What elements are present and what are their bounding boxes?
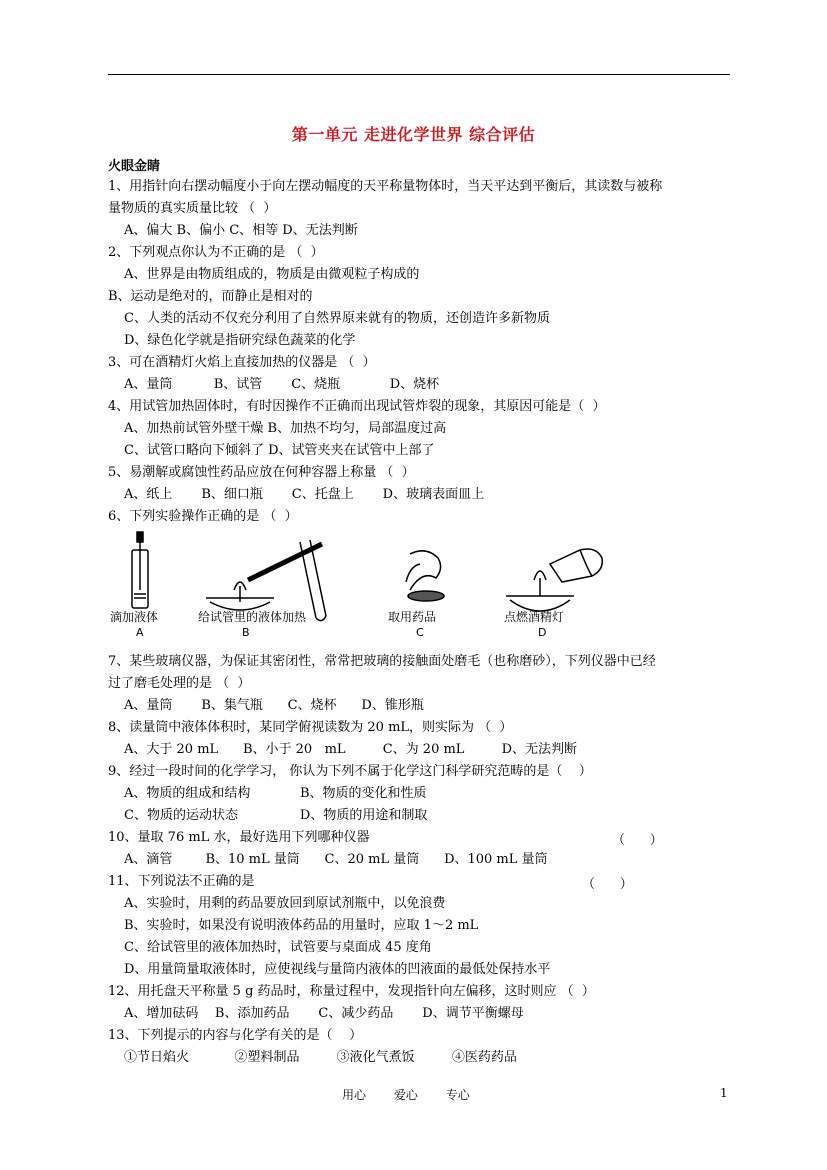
q1-line1: 1、用指针向右摆动幅度小于向左摆动幅度的天平称量物体时，当天平达到平衡后，其读数与被称 — [108, 179, 663, 194]
q10-options: A、滴管 B、10 mL 量筒 C、20 mL 量筒 D、100 mL 量筒 — [124, 852, 548, 867]
taking-chemicals-drawing — [406, 551, 444, 601]
q10-answer-paren: （ ） — [612, 833, 663, 848]
q11-option-a: A、实验时，用剩的药品要放回到原试剂瓶中，以免浪费 — [124, 896, 446, 911]
q11-answer-paren: （ ） — [582, 877, 633, 892]
label-b: B — [242, 626, 250, 639]
q5-options: A、纸上 B、细口瓶 C、托盘上 D、玻璃表面皿上 — [124, 487, 485, 502]
q9-options-cd: C、物质的运动状态 D、物质的用途和制取 — [124, 808, 428, 823]
footer-word-2: 爱心 — [393, 1088, 418, 1102]
q6-stem: 6、下列实验操作正确的是 （ ） — [108, 509, 298, 524]
caption-c: 取用药品 — [388, 610, 437, 624]
page-title: 第一单元 走进化学世界 综合评估 — [291, 125, 536, 144]
q4-stem: 4、用试管加热固体时，有时因操作不正确而出现试管炸裂的现象，其原因可能是（ ） — [108, 399, 606, 414]
q13-options: ①节日焰火 ②塑料制品 ③液化气煮饭 ④医药药品 — [124, 1050, 517, 1065]
q13-stem: 13、下列提示的内容与化学有关的是（ ） — [108, 1028, 363, 1043]
q11-stem: 11、下列说法不正确的是 — [108, 874, 255, 889]
section-heading: 火眼金睛 — [108, 159, 161, 174]
q12-stem: 12、用托盘天平称量 5 g 药品时，称量过程中，发现指针向左偏移，这时则应 （ ） — [108, 984, 595, 999]
lab-operations-illustration — [110, 530, 630, 642]
caption-d: 点燃酒精灯 — [504, 610, 565, 624]
q2-option-a: A、世界是由物质组成的，物质是由微观粒子构成的 — [124, 267, 420, 282]
caption-b: 给试管里的液体加热 — [198, 610, 307, 624]
q4-options-ab: A、加热前试管外壁干燥 B、加热不均匀，局部温度过高 — [124, 421, 447, 436]
footer-motto — [342, 1086, 494, 1103]
q4-options-cd: C、试管口略向下倾斜了 D、试管夹夹在试管中上部了 — [124, 443, 435, 458]
lighting-alcohol-lamp-drawing — [506, 549, 602, 611]
q1-options: A、偏大 B、偏小 C、相等 D、无法判断 — [124, 223, 358, 238]
q11-option-d: D、用量筒量取液体时，应使视线与量筒内液体的凹液面的最低处保持水平 — [124, 962, 551, 977]
q3-stem: 3、可在酒精灯火焰上直接加热的仪器是 （ ） — [108, 355, 376, 370]
q7-line2: 过了磨毛处理的是 （ ） — [108, 676, 251, 691]
q12-options: A、增加砝码 B、添加药品 C、减少药品 D、调节平衡螺母 — [124, 1006, 524, 1021]
q5-stem: 5、易潮解或腐蚀性药品应放在何种容器上称量 （ ） — [108, 465, 415, 480]
q2-option-c: C、人类的活动不仅充分利用了自然界原来就有的物质，还创造许多新物质 — [124, 311, 550, 326]
q8-stem: 8、读量筒中液体体积时，某同学俯视读数为 20 mL，则实际为 （ ） — [108, 720, 513, 735]
q3-options: A、量筒 B、试管 C、烧瓶 D、烧杯 — [124, 377, 440, 392]
dropper-into-tube-drawing — [132, 532, 148, 608]
q11-option-b: B、实验时，如果没有说明液体药品的用量时，应取 1～2 mL — [124, 918, 479, 933]
footer-word-1: 用心 — [342, 1088, 367, 1102]
q9-options-ab: A、物质的组成和结构 B、物质的变化和性质 — [124, 786, 427, 801]
q2-option-b: B、运动是绝对的，而静止是相对的 — [108, 289, 313, 304]
q1-line2: 量物质的真实质量比较 （ ） — [108, 201, 277, 216]
caption-a: 滴加液体 — [110, 610, 159, 624]
label-d: D — [538, 626, 547, 639]
q6-figure — [110, 530, 630, 642]
label-c: C — [416, 626, 424, 639]
q9-stem: 9、经过一段时间的化学学习， 你认为下列不属于化学这门科学研究范畴的是（ ） — [108, 764, 592, 779]
header-rule — [108, 74, 730, 75]
footer-word-3: 专心 — [445, 1088, 470, 1102]
label-a: A — [136, 626, 144, 639]
q11-option-c: C、给试管里的液体加热时，试管要与桌面成 45 度角 — [124, 940, 432, 955]
q2-stem: 2、下列观点你认为不正确的是 （ ） — [108, 245, 324, 260]
q2-option-d: D、绿色化学就是指研究绿色蔬菜的化学 — [124, 333, 356, 348]
q7-line1: 7、某些玻璃仪器，为保证其密闭性，常常把玻璃的接触面处磨毛（也称磨砂），下列仪器中已经 — [108, 654, 656, 669]
page-number: 1 — [720, 1086, 728, 1100]
q8-options: A、大于 20 mL B、小于 20 mL C、为 20 mL D、无法判断 — [124, 742, 578, 757]
q7-options: A、量筒 B、集气瓶 C、烧杯 D、锥形瓶 — [124, 698, 424, 713]
q10-stem: 10、量取 76 mL 水，最好选用下列哪种仪器 — [108, 830, 370, 845]
